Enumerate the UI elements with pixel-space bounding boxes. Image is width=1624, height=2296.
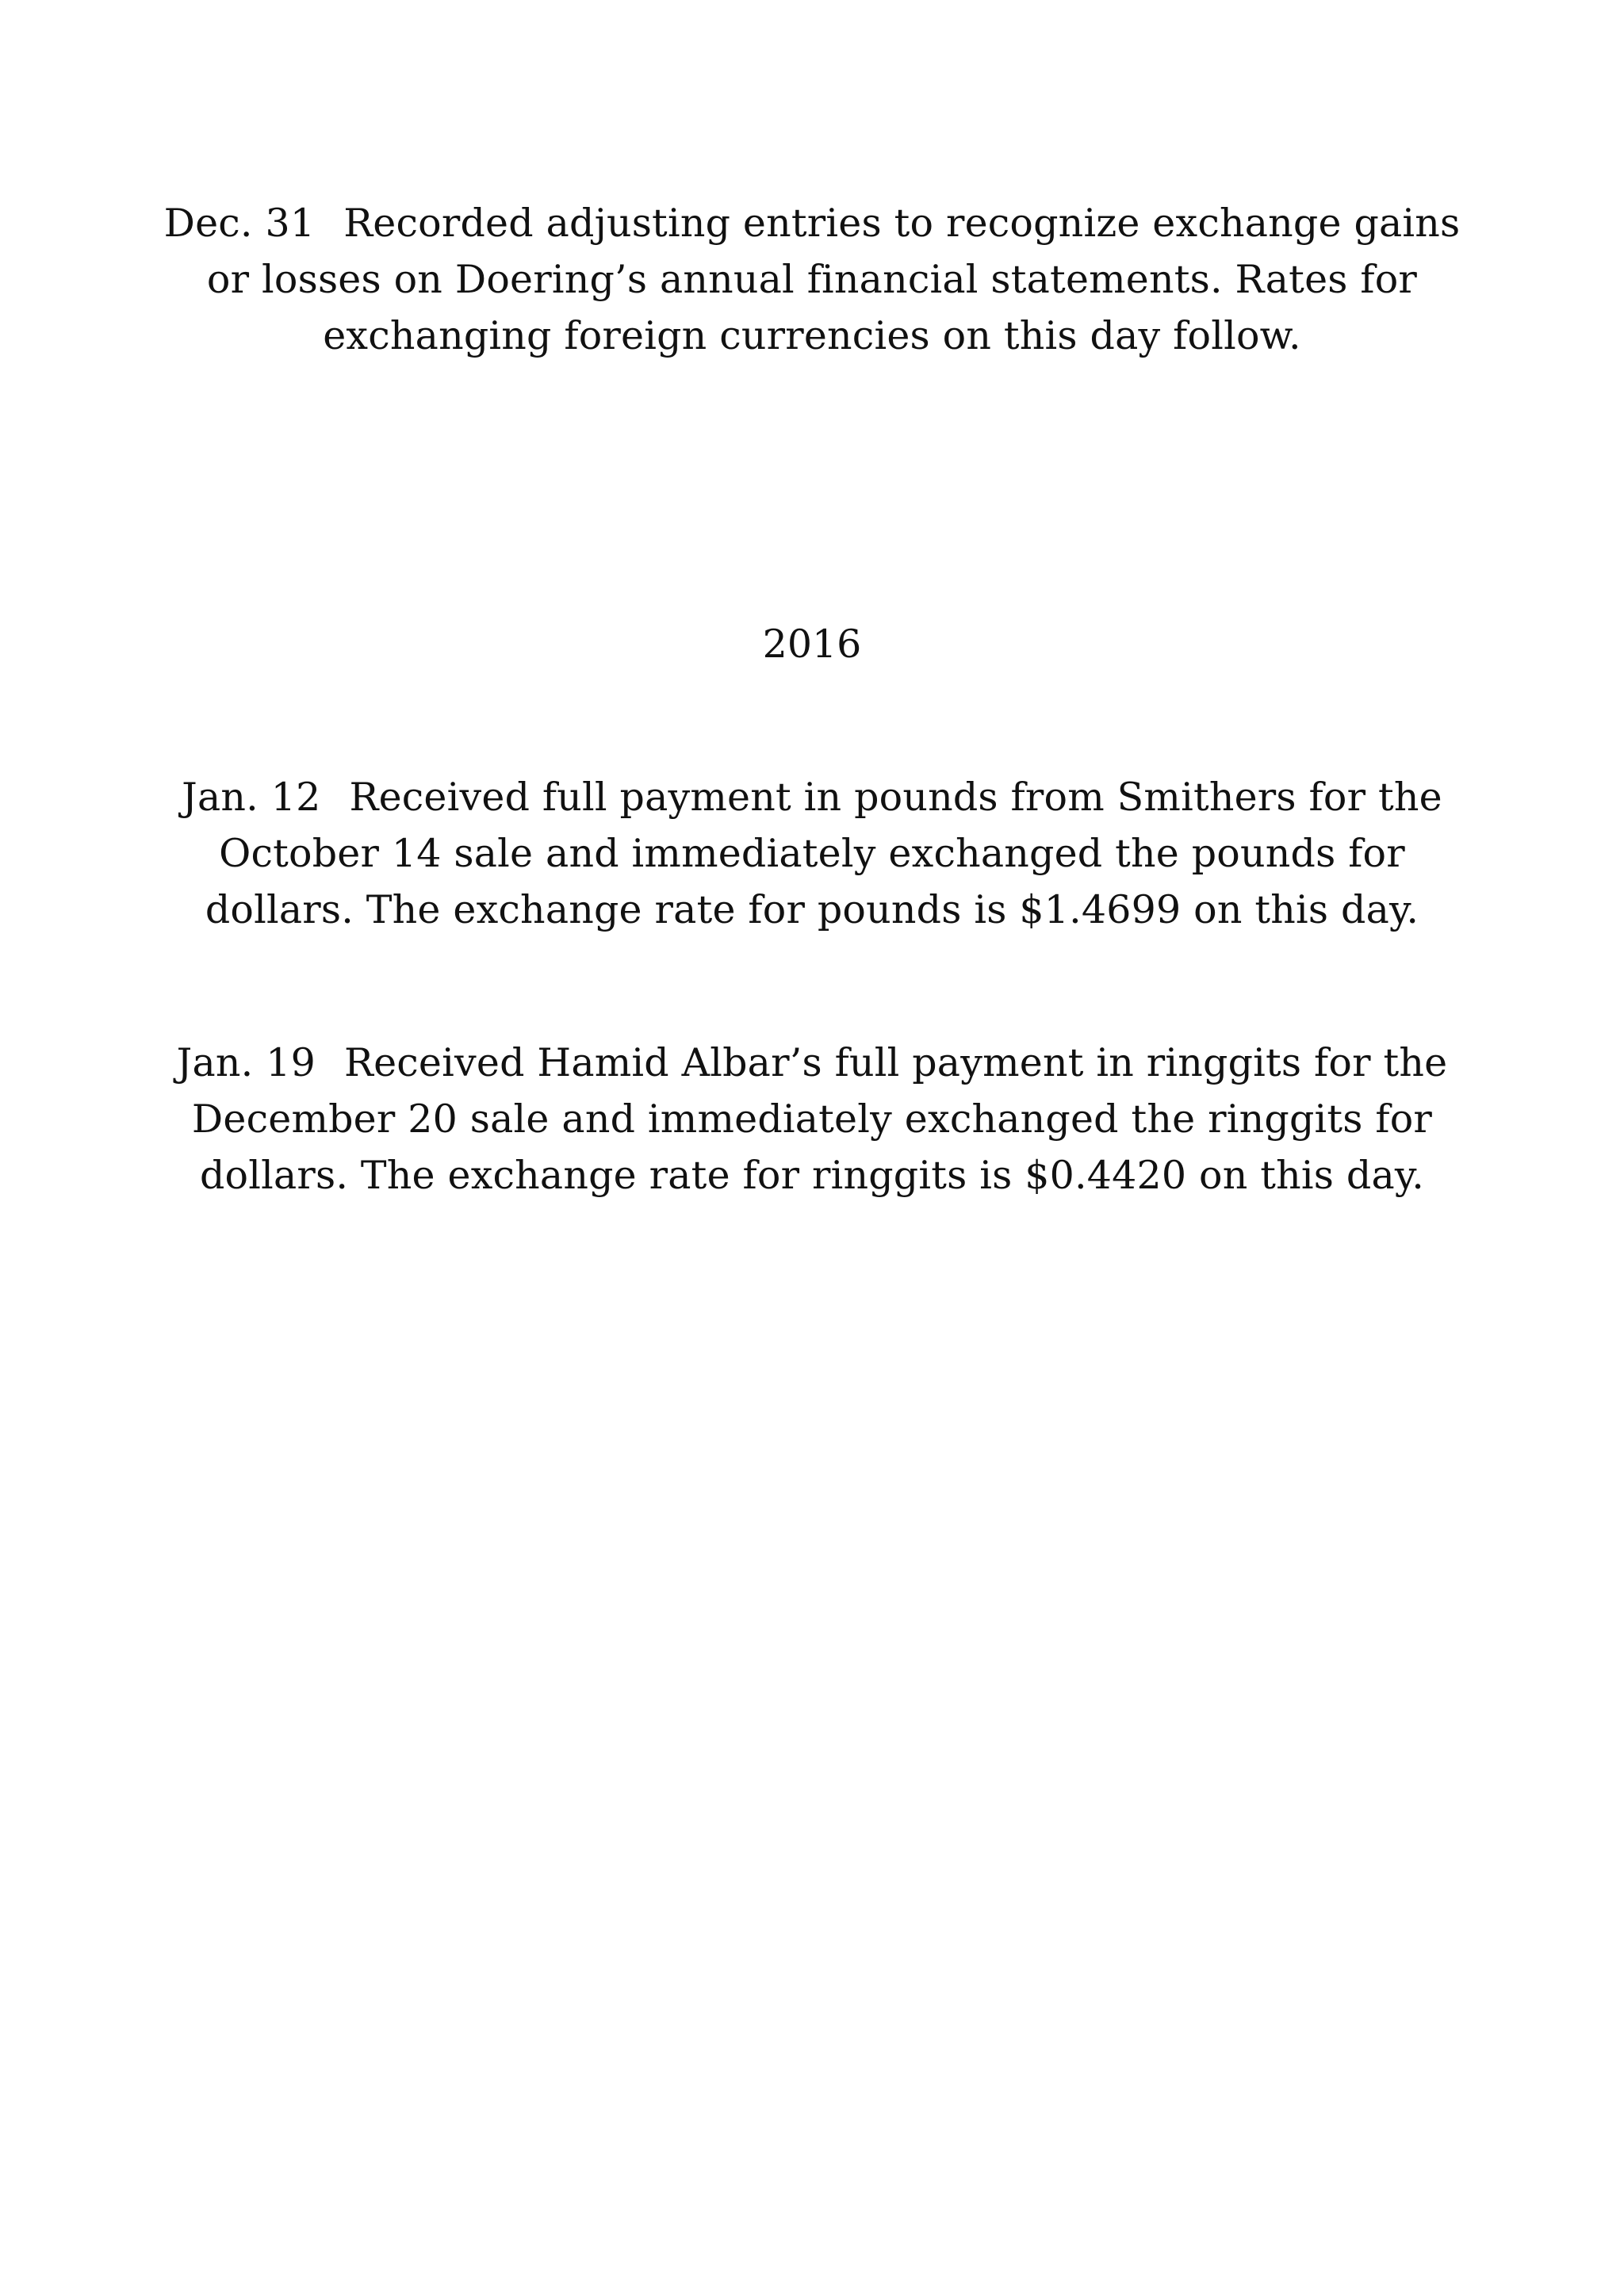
- entry-jan-19: [159, 1035, 1465, 1203]
- entry-line: October 14 sale and immediately exchanged the pounds for: [219, 831, 1405, 876]
- entry-line: dollars. The exchange rate for pounds is $1.4699 on this day.: [205, 887, 1419, 932]
- year-heading: 2016: [762, 622, 862, 667]
- entry-dec-31: [159, 195, 1465, 364]
- entry-line: December 20 sale and immediately exchanged the ringgits for: [191, 1096, 1433, 1142]
- entry-text: Received Hamid Albar’s full payment in ringgits for the: [344, 1040, 1448, 1085]
- entry-line: exchanging foreign currencies on this day follow.: [323, 313, 1301, 358]
- entry-date: Dec. 31: [163, 201, 316, 246]
- entry-text: Received full payment in pounds from Smithers for the: [349, 775, 1442, 820]
- entry-line: or losses on Doering’s annual financial statements. Rates for: [206, 257, 1418, 302]
- entry-line: [159, 1035, 1465, 1091]
- entry-line: [159, 195, 1465, 251]
- entry-text: Recorded adjusting entries to recognize exchange gains: [343, 201, 1461, 246]
- entry-jan-12: [159, 769, 1465, 938]
- entry-line: [159, 769, 1465, 825]
- entry-line: dollars. The exchange rate for ringgits is $0.4420 on this day.: [199, 1153, 1425, 1198]
- entry-date: Jan. 19: [176, 1040, 316, 1085]
- entry-date: Jan. 12: [182, 775, 321, 820]
